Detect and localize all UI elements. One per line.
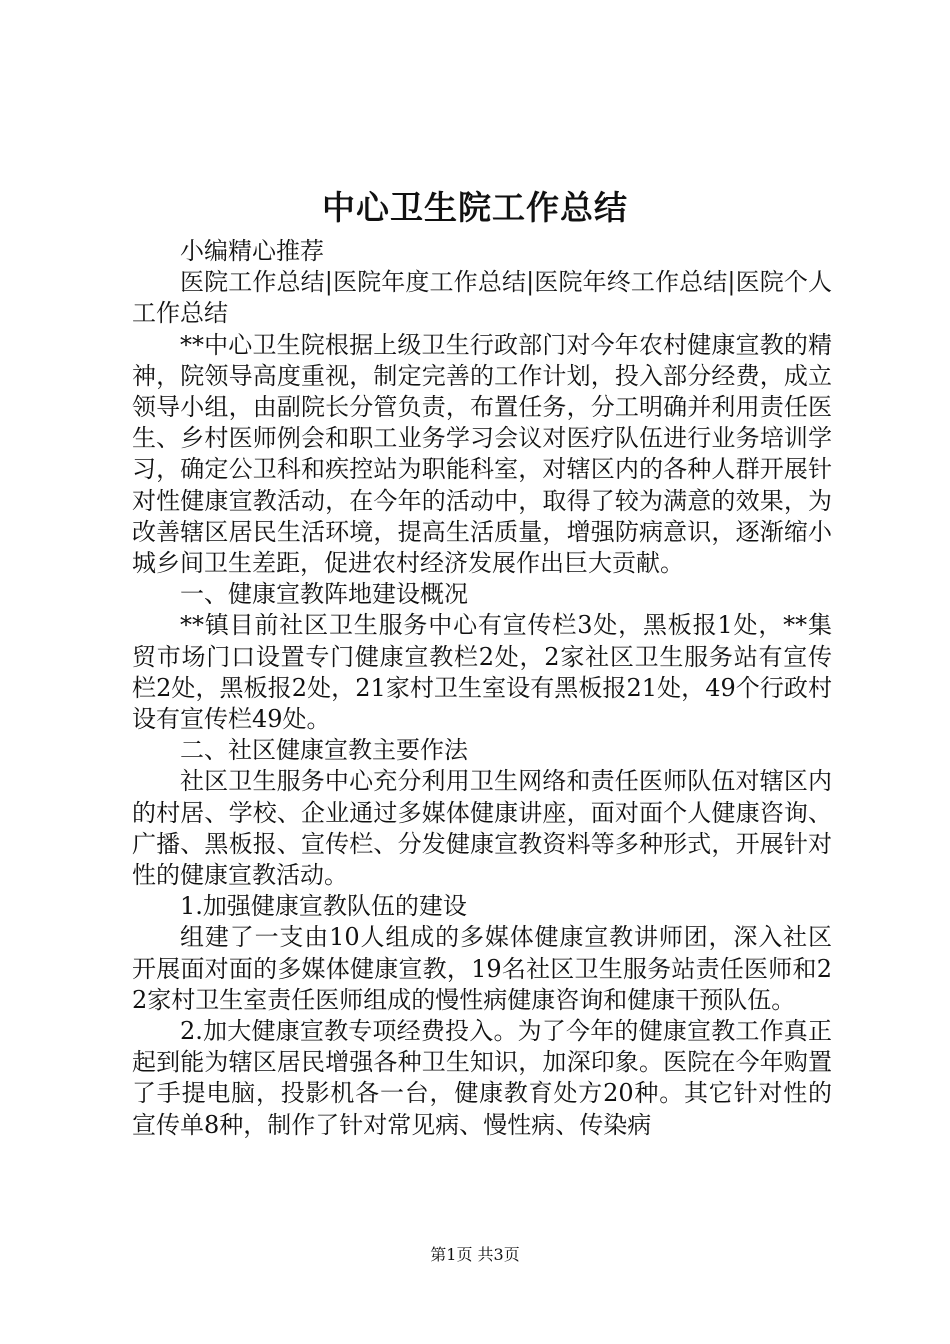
- document-title: 中心卫生院工作总结: [322, 188, 628, 227]
- subsection-heading-1: 1.加强健康宣教队伍的建设: [180, 892, 467, 921]
- section-1-paragraph: **镇目前社区卫生服务中心有宣传栏3处，黑板报1处，**集贸市场门口设置专门健康宣教栏2处，2家社区卫生服务站有宣传栏2处，黑板报2处，21家村卫生室设有黑板报21处，49个行政村设有宣传栏49处。: [132, 611, 832, 734]
- intro-paragraph: **中心卫生院根据上级卫生行政部门对今年农村健康宣教的精神，院领导高度重视，制定完善的工作计划，投入部分经费，成立领导小组，由副院长分管负责，布置任务，分工明确并利用责任医生、乡村医师例会和职工业务学习会议对医疗队伍进行业务培训学习，确定公卫科和疾控站为职能科室，对辖区内的各种人群开展针对性健康宣教活动，在今年的活动中，取得了较为满意的效果，为改善辖区居民生活环境，提高生活质量，增强防病意识，逐渐缩小城乡间卫生差距，促进农村经济发展作出巨大贡献。: [132, 330, 832, 578]
- subsection-1-paragraph: 组建了一支由10人组成的多媒体健康宣教讲师团，深入社区开展面对面的多媒体健康宣教，19名社区卫生服务站责任医师和22家村卫生室责任医师组成的慢性病健康咨询和健康干预队伍。: [132, 923, 832, 1014]
- document-body: [132, 236, 832, 1141]
- page-number-footer: 第1页 共3页: [430, 1245, 520, 1264]
- section-2-paragraph: 社区卫生服务中心充分利用卫生网络和责任医师队伍对辖区内的村居、学校、企业通过多媒体健康讲座，面对面个人健康咨询、广播、黑板报、宣传栏、分发健康宣教资料等多种形式，开展针对性的健康宣教活动。: [132, 767, 832, 890]
- section-heading-1: 一、健康宣教阵地建设概况: [180, 580, 468, 609]
- section-heading-2: 二、社区健康宣教主要作法: [180, 736, 468, 765]
- recommend-line: 小编精心推荐: [180, 237, 324, 265]
- subsection-2-paragraph: 2.加大健康宣教专项经费投入。为了今年的健康宣教工作真正起到能为辖区居民增强各种卫生知识，加深印象。医院在今年购置了手提电脑，投影机各一台，健康教育处方20种。其它针对性的宣传单8种，制作了针对常见病、慢性病、传染病: [132, 1017, 832, 1139]
- related-links-line: 医院工作总结|医院年度工作总结|医院年终工作总结|医院个人工作总结: [132, 268, 832, 328]
